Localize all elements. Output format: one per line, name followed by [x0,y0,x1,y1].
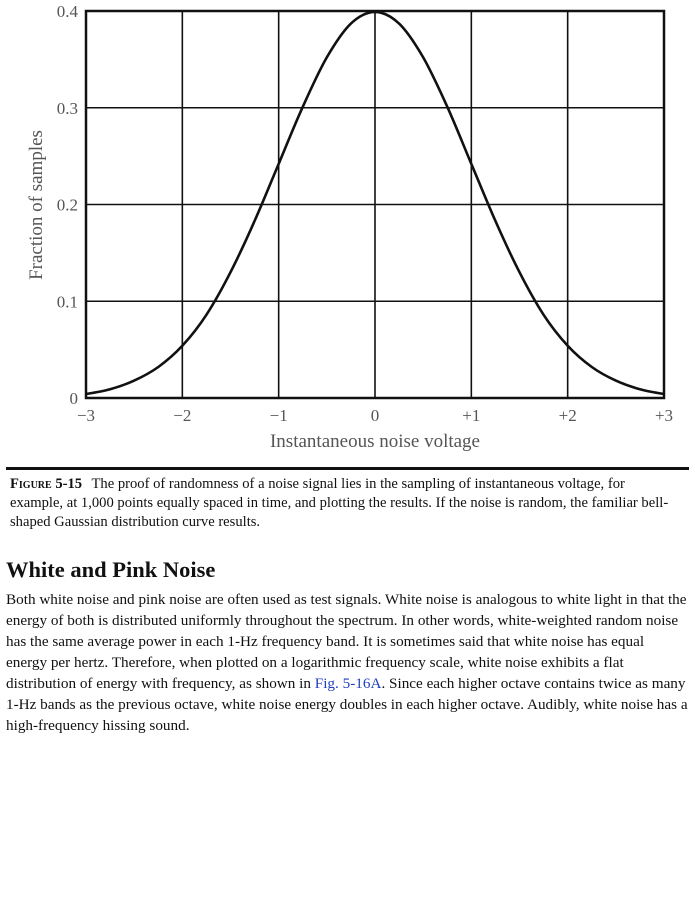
x-tick-label: 0 [370,406,380,425]
figure-caption-text: The proof of randomness of a noise signal lies in the sampling of instantaneous voltage, for example, at 1,000 points equally spaced in time, and plotting the results. If the noise is random, the familiar bell-shaped Gaussian distribution curve results. [10,476,669,530]
section-heading: White and Pink Noise [6,557,216,582]
chart-grid [86,11,664,398]
x-tick-label: −1 [269,406,288,425]
y-tick-label: 0.4 [56,2,78,21]
x-tick-label: +1 [462,406,481,425]
figure-caption [10,475,680,532]
section-body [6,589,688,736]
y-tick-label: 0 [69,389,78,408]
figure-reference-link[interactable]: Fig. 5-16A [314,675,382,692]
caption-rule [6,467,689,470]
body-text-part-2: . Since each higher octave contains twice as many 1-Hz bands as the previous octave, white noise energy doubles in each higher octave. Audibly, white noise has a high-frequency hissing sound. [6,675,688,734]
x-tick-label: −2 [173,406,192,425]
y-axis-label: Fraction of samples [26,130,47,280]
y-tick-label: 0.3 [56,98,78,118]
x-tick-label: +3 [654,406,674,425]
y-tick-label: 0.1 [56,292,78,312]
x-tick-label: +2 [558,406,577,425]
y-tick-label: 0.2 [56,195,78,215]
body-text-part-1: Both white noise and pink noise are often used as test signals. White noise is analogous to white light in that the energy of both is distributed uniformly throughout the spectrum. In other words, white-weighted random noise has the same average power in each 1-Hz frequency band. It is sometimes said that white noise has equal energy per hertz. Therefore, when plotted on a logarithmic frequency scale, white noise exhibits a flat distribution of energy with frequency, as shown in [6,591,687,692]
x-tick-labels [77,406,673,425]
y-tick-labels [57,2,79,408]
x-tick-label: −3 [76,406,96,425]
x-axis-label: Instantaneous noise voltage [269,431,481,452]
figure-label: Figure 5-15 [10,476,83,492]
